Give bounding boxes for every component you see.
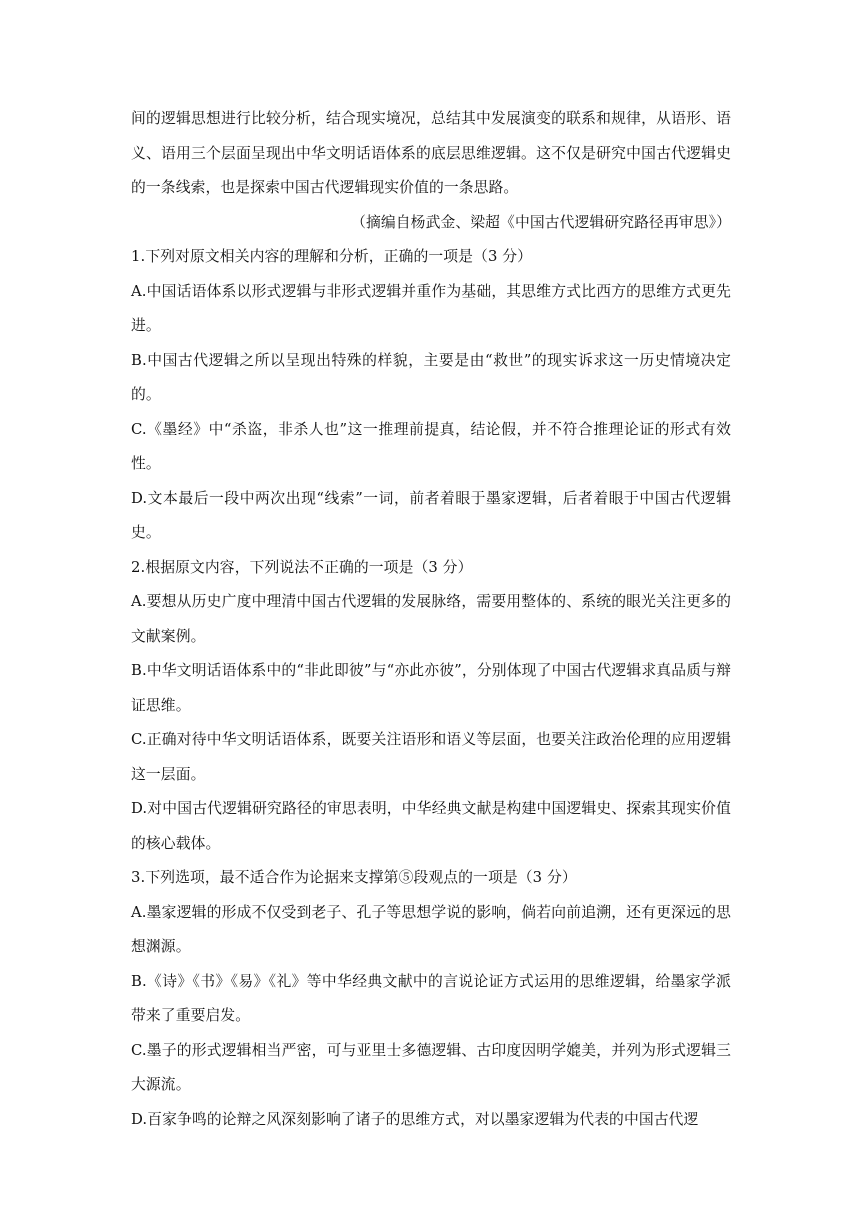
passage-source: （摘编自杨武金、梁超《中国古代逻辑研究路径再审思》） bbox=[351, 213, 731, 231]
option-b: B.《诗》《书》《易》《礼》等中华经典文献中的言说论证方式运用的思维逻辑，给墨家学派带来了重要启发。 bbox=[131, 972, 731, 1024]
question-3 bbox=[131, 861, 731, 1137]
question-stem: 2.根据原文内容，下列说法不正确的一项是（3 分） bbox=[131, 558, 473, 576]
option-a: A.中国话语体系以形式逻辑与非形式逻辑并重作为基础，其思维方式比西方的思维方式更先进。 bbox=[131, 282, 731, 334]
option-d: D.文本最后一段中两次出现“线索”一词，前者着眼于墨家逻辑，后者着眼于中国古代逻辑史。 bbox=[131, 489, 731, 541]
option-c: C.《墨经》中“杀盗，非杀人也”这一推理前提真，结论假，并不符合推理论证的形式有效性。 bbox=[131, 420, 731, 472]
question-stem: 1.下列对原文相关内容的理解和分析，正确的一项是（3 分） bbox=[131, 248, 533, 265]
option-a: A.墨家逻辑的形成不仅受到老子、孔子等思想学说的影响，倘若向前追溯，还有更深远的思想渊源。 bbox=[131, 903, 731, 955]
option-c: C.墨子的形式逻辑相当严密，可与亚里士多德逻辑、古印度因明学媲美，并列为形式逻辑三大源流。 bbox=[131, 1041, 731, 1093]
option-b: B.中华文明话语体系中的“非此即彼”与“亦此亦彼”，分别体现了中国古代逻辑求真品质与辩证思维。 bbox=[131, 662, 731, 714]
question-stem: 3.下列选项，最不适合作为论据来支撑第⑤段观点的一项是（3 分） bbox=[131, 869, 577, 886]
option-c: C.正确对待中华文明话语体系，既要关注语形和语义等层面，也要关注政治伦理的应用逻辑这一层面。 bbox=[131, 731, 731, 783]
option-d: D.对中国古代逻辑研究路径的审思表明，中华经典文献是构建中国逻辑史、探索其现实价值的核心载体。 bbox=[131, 800, 731, 852]
option-b: B.中国古代逻辑之所以呈现出特殊的样貌，主要是由“救世”的现实诉求这一历史情境决定的。 bbox=[131, 351, 731, 403]
option-a: A.要想从历史广度中理清中国古代逻辑的发展脉络，需要用整体的、系统的眼光关注更多的文献案例。 bbox=[131, 593, 731, 645]
passage-paragraph: 间的逻辑思想进行比较分析，结合现实境况，总结其中发展演变的联系和规律，从语形、语义、语用三个层面呈现出中华文明话语体系的底层思维逻辑。这不仅是研究中国古代逻辑史的一条线索，也是探索中国古代逻辑现实价值的一条思路。 bbox=[131, 110, 731, 196]
question-1 bbox=[131, 240, 731, 551]
document-body bbox=[131, 102, 731, 1137]
question-2 bbox=[131, 551, 731, 862]
option-d: D.百家争鸣的论辩之风深刻影响了诸子的思维方式，对以墨家逻辑为代表的中国古代逻 bbox=[131, 1110, 699, 1128]
